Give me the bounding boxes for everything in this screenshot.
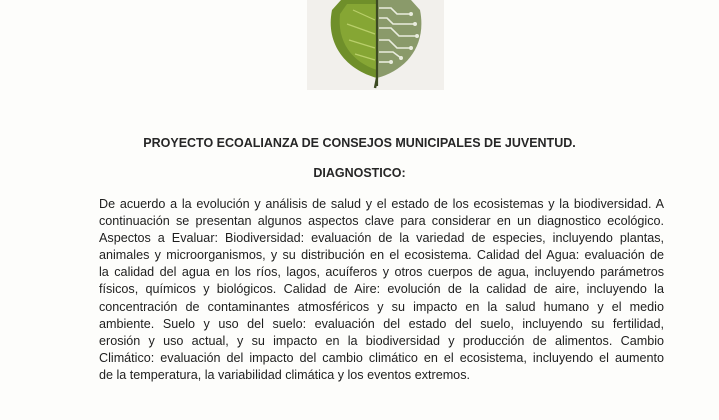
body-line: Aspectos a Evaluar: Biodiversidad: evaluación de la variedad de especies, incluyendo plantas, [99,231,664,246]
body-line: continuación se presentan algunos aspectos clave para considerar en un diagnostico ecológico. [99,214,664,229]
body-line: físicos, químicos y biológicos. Calidad de Aire: evolución de la calidad de aire, incluyendo la [99,282,664,297]
body-line: de la temperatura, la variabilidad climática y los eventos extremos. [99,367,470,382]
document-body [99,196,664,384]
document-title: PROYECTO ECOALIANZA DE CONSEJOS MUNICIPALES DE JUVENTUD. [143,136,576,150]
document-subtitle: DIAGNOSTICO: [313,166,406,180]
body-line: ambiente. Suelo y uso del suelo: evaluación del estado del suelo, incluyendo su fertilidad, [99,316,664,331]
body-line: la calidad del agua en los ríos, lagos, acuíferos y otros cuerpos de agua, incluyendo parámetros [99,265,664,280]
body-line: concentración de contaminantes atmosféricos y su impacto en la salud humano y el medio [99,299,664,314]
body-line: Climático: evaluación del impacto del cambio climático en el ecosistema, incluyendo el aumento [99,350,664,365]
body-line: animales y microorganismos, y su distribución en el ecosistema. Calidad del Agua: evaluación de [99,248,664,263]
leaf-circuit-logo-icon [307,0,444,90]
body-line: De acuerdo a la evolución y análisis de salud y el estado de los ecosistemas y la biodiversidad. A [99,197,664,211]
logo [307,0,444,90]
body-line: erosión y uso actual, y su impacto en la biodiversidad y producción de alimentos. Cambio [99,333,664,348]
